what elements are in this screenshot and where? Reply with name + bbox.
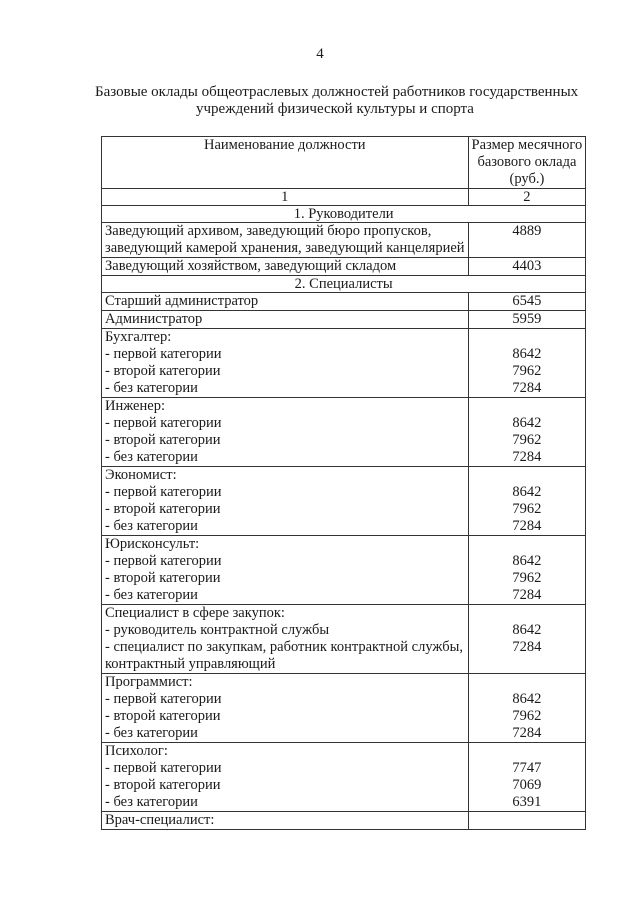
spacer [472,467,583,484]
header-salary-line-2: базового оклада [477,154,577,170]
title-line-1: Базовые оклады общеотраслевых должностей работников государственных [95,84,579,100]
position-senior-admin [102,293,469,311]
salary-value [468,258,586,276]
header-salary-line-1: Размер месячного [471,137,583,153]
category-line: - второй категории [105,432,221,448]
salary-value [468,223,586,258]
spacer [472,536,583,553]
position-line: Администратор [105,311,203,327]
category-line: - специалист по закупкам, работник контрактной службы, [105,639,463,655]
position-title: Психолог: [105,743,168,759]
salary-values [468,605,586,674]
salary-value [468,293,586,311]
table-row [102,743,586,812]
header-position-name: Наименование должности [102,137,469,189]
position-lawyer [102,536,469,605]
title-line-2: учреждений физической культуры и спорта [196,101,474,117]
salary-text: 6545 [512,293,542,309]
category-line: - без категории [105,587,198,603]
salary-values [468,674,586,743]
salary-values [468,536,586,605]
section-row-managers [102,206,586,223]
category-line: - второй категории [105,708,221,724]
salary-text: 7962 [512,363,542,379]
position-admin [102,311,469,329]
table-row [102,674,586,743]
category-line: - первой категории [105,415,222,431]
salary-values [468,743,586,812]
position-line: Заведующий архивом, заведующий бюро пропусков, [105,223,432,239]
spacer [472,398,583,415]
section-title-managers: 1. Руководители [102,206,586,223]
salary-values [468,398,586,467]
position-title: Врач-специалист: [105,812,215,828]
category-line: - руководитель контрактной службы [105,622,330,638]
salary-text: 7962 [512,501,542,517]
category-line: - первой категории [105,691,222,707]
table-row [102,467,586,536]
table-row [102,605,586,674]
salary-text: 7284 [512,639,542,655]
table-row [102,293,586,311]
header-salary-line-3: (руб.) [509,171,545,187]
salary-text: 6391 [512,794,542,810]
spacer [472,329,583,346]
salary-text: 7747 [512,760,542,776]
salary-text: 4889 [512,223,542,239]
page-number: 4 [316,46,324,62]
position-accountant [102,329,469,398]
section-title-specialists: 2. Специалисты [102,276,586,293]
column-number-row [102,189,586,206]
position-programmer [102,674,469,743]
spacer [472,743,583,760]
position-procurement [102,605,469,674]
category-line: - первой категории [105,553,222,569]
table-row [102,398,586,467]
position-title: Специалист в сфере закупок: [105,605,285,621]
table-row [102,258,586,276]
salary-text: 8642 [512,415,542,431]
table-header-row [102,137,586,189]
salary-text: 8642 [512,484,542,500]
salary-text: 7962 [512,432,542,448]
category-line: - без категории [105,518,198,534]
table-row [102,311,586,329]
salary-text: 4403 [512,258,542,274]
section-row-specialists [102,276,586,293]
position-economist [102,467,469,536]
salary-text: 7069 [512,777,542,793]
table-row [102,223,586,258]
salary-text: 5959 [512,311,542,327]
table-row [102,329,586,398]
salary-text: 7962 [512,708,542,724]
category-line: - первой категории [105,760,222,776]
salary-text: 7284 [512,725,542,741]
spacer [472,674,583,691]
position-title: Юрисконсульт: [105,536,200,552]
position-title: Бухгалтер: [105,329,172,345]
position-line: Заведующий хозяйством, заведующий складом [105,258,397,274]
column-number-2: 2 [468,189,586,206]
salary-text: 7962 [512,570,542,586]
category-line: - без категории [105,725,198,741]
position-title: Инженер: [105,398,165,414]
salary-value [468,812,586,830]
salary-text: 8642 [512,622,542,638]
position-title: Программист: [105,674,193,690]
position-household-head [102,258,469,276]
position-line: Старший администратор [105,293,259,309]
position-line: заведующий камерой хранения, заведующий канцелярией [105,240,465,256]
salary-text: 7284 [512,518,542,534]
salary-text: 8642 [512,553,542,569]
salary-values [468,467,586,536]
position-engineer [102,398,469,467]
spacer [472,605,583,622]
category-line: - без категории [105,380,198,396]
category-line: - первой категории [105,484,222,500]
salary-text: 7284 [512,449,542,465]
table-row [102,812,586,830]
category-line: - второй категории [105,363,221,379]
salary-text: 7284 [512,380,542,396]
category-line: - без категории [105,449,198,465]
salary-table [101,136,586,830]
salary-text: 7284 [512,587,542,603]
table-row [102,536,586,605]
salary-text: 8642 [512,346,542,362]
category-line: - второй категории [105,777,221,793]
category-line: - первой категории [105,346,222,362]
position-psychologist [102,743,469,812]
position-title: Экономист: [105,467,177,483]
category-line: - второй категории [105,501,221,517]
position-doctor [102,812,469,830]
salary-values [468,329,586,398]
position-archive-head [102,223,469,258]
column-number-1: 1 [102,189,469,206]
category-line: - без категории [105,794,198,810]
category-line: - второй категории [105,570,221,586]
header-salary [468,137,586,189]
category-line: контрактный управляющий [105,656,276,672]
salary-value [468,311,586,329]
salary-text: 8642 [512,691,542,707]
document-title [95,84,579,118]
